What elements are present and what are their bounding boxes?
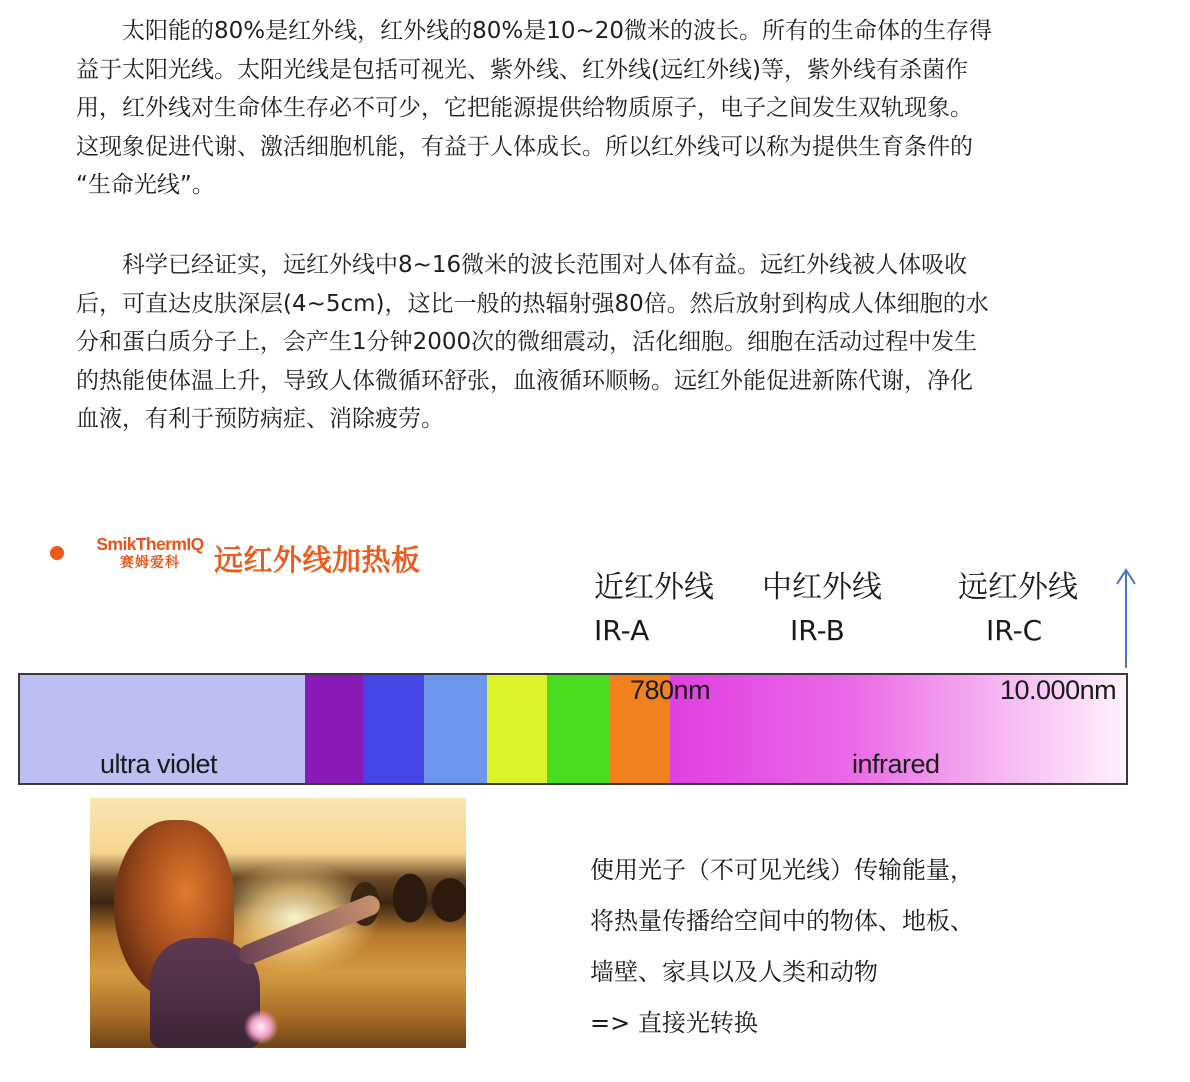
spectrum-band-yellow (487, 675, 547, 783)
description-line: 使用光子（不可见光线）传输能量， (590, 856, 974, 884)
brand-logo (94, 534, 206, 578)
ir-band-a (594, 566, 714, 652)
ir-band-name: 近红外线 (594, 570, 714, 605)
wavelength-marker-10000: 10.000nm (1000, 675, 1117, 705)
ultraviolet-label: ultra violet (100, 749, 218, 779)
spectrum-band-violet (305, 675, 363, 783)
logo-english: SmikThermIQ (96, 534, 204, 554)
sunlit-girl-photo (90, 798, 466, 1048)
ir-band-name: 中红外线 (762, 570, 882, 605)
section-title: 远红外线加热板 (214, 543, 421, 577)
bullet-icon (50, 546, 64, 560)
light-spectrum-bar (18, 673, 1128, 785)
spectrum-band-blue (424, 675, 487, 783)
ir-band-code: IR-A (594, 614, 650, 647)
ir-band-code: IR-B (790, 614, 845, 647)
arrow-up-icon (1114, 566, 1138, 670)
spectrum-band-indigo (363, 675, 424, 783)
ir-band-c (958, 566, 1078, 652)
lens-flare (244, 1010, 278, 1044)
intro-paragraph-1: 太阳能的80%是红外线，红外线的80%是10~20微米的波长。所有的生命体的生存得 益于太阳光线。太阳光线是包括可视光、紫外线、红外线(远红外线)等，紫外线有杀菌作 用，红外线对生命体生存必不可少，它把能源提供给物质原子，电子之间发生双轨现象。 这现象促进代谢、激活细胞机能，有益于人体成长。所以红外线可以称为提供生育条件的 “生命光线”。 (76, 18, 993, 199)
intro-paragraph-2: 科学已经证实，远红外线中8~16微米的波长范围对人体有益。远红外线被人体吸收 后，可直达皮肤深层(4~5cm)，这比一般的热辐射强80倍。然后放射到构成人体细胞的水 分和蛋白质分子上，会产生1分钟2000次的微细震动，活化细胞。细胞在活动过程中发生 的热能使体温上升，导致人体微循环舒张，血液循环顺畅。远红外能促进新陈代谢，净化 血液，有利于预防病症、消除疲劳。 (76, 252, 989, 433)
wavelength-marker-780: 780nm (630, 675, 711, 705)
ir-band-code: IR-C (986, 614, 1043, 647)
logo-chinese: 赛姆爱科 (120, 555, 180, 571)
description-line: 将热量传播给空间中的物体、地板、 (590, 907, 974, 935)
infrared-label: infrared (852, 749, 940, 779)
ir-band-name: 远红外线 (958, 570, 1078, 605)
description-block (590, 845, 1110, 1049)
ir-band-b (762, 566, 882, 652)
spectrum-band-green (547, 675, 610, 783)
description-line: 墙壁、家具以及人类和动物 (590, 958, 878, 986)
description-line: => 直接光转换 (590, 1009, 758, 1037)
